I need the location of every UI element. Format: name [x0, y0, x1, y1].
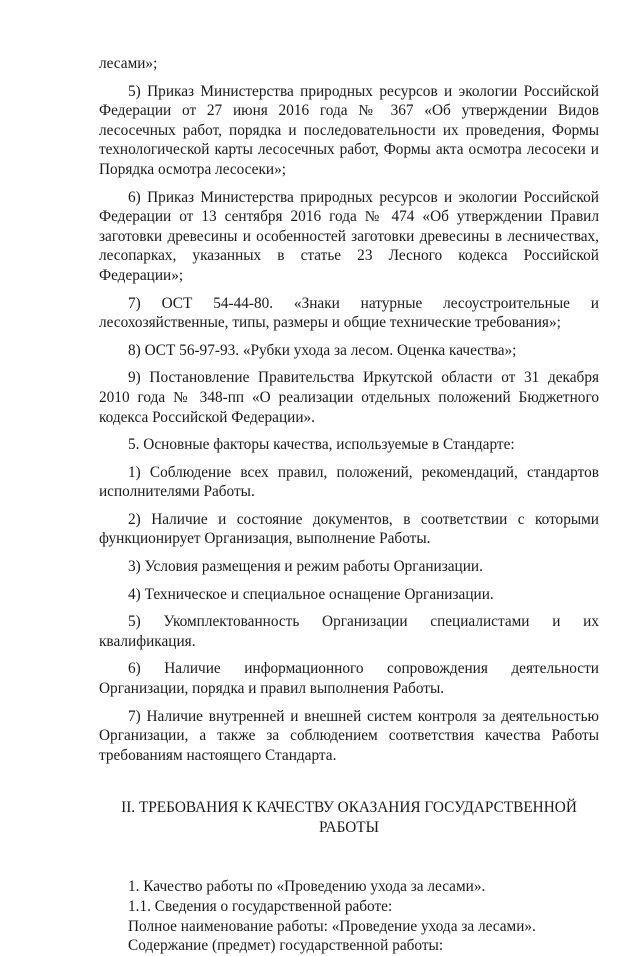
word: деятельности [511, 660, 599, 678]
word: сопровождения [387, 660, 488, 678]
list-item-9: 9) Постановление Правительства Иркутской области от 31 декабря 2010 года № 348-пп «О реализации отдельных положений Бюджетного кодекса Российской Федерации». [99, 369, 599, 426]
factor-4: 4) Техническое и специальное оснащение Организации. [128, 585, 494, 603]
list-item-8: 8) ОСТ 56-97-93. «Рубки ухода за лесом. Оценка качества»; [128, 341, 517, 359]
factor-6-first-line [99, 659, 599, 679]
word: 7) [128, 294, 141, 312]
factor-6-rest: Организации, порядка и правил выполнения Работы. [99, 680, 445, 698]
word: информационного [244, 660, 364, 678]
document-page [99, 54, 599, 956]
section-heading [99, 798, 599, 838]
factor-2: 2) Наличие и состояние документов, в соответствии с которыми функционирует Организация, выполнение Работы. [99, 510, 599, 548]
section-5-title: 5. Основные факторы качества, используемые в Стандарте: [128, 436, 515, 454]
subsection-1-1: 1.1. Сведения о государственной работе: [128, 898, 393, 915]
list-item-6: 6) Приказ Министерства природных ресурсов и экологии Российской Федерации от 13 сентября 2016 года № 474 «Об утверждении Правил заготовки древесины и особенностей заготовки древесины в лесничествах, лесопарках, указанных в статье 23 Лесного кодекса Российской Федерации»; [99, 188, 599, 284]
factor-6 [99, 659, 599, 698]
factor-1: 1) Соблюдение всех правил, положений, рекомендаций, стандартов исполнителями Работы. [99, 463, 599, 501]
factor-7: 7) Наличие внутренней и внешней систем контроля за деятельностью Организации, а также за соблюдением соответствия качества Работы требованиям настоящего Стандарта. [99, 707, 599, 764]
word: натурные [360, 294, 423, 312]
word: ОСТ [161, 294, 193, 312]
word: лесоустроительные [443, 294, 570, 312]
word: 54-44-80. [213, 294, 274, 312]
work-content: Содержание (предмет) государственной работы: [128, 937, 444, 955]
word: Наличие [164, 660, 221, 678]
factor-5: 5) Укомплектованность Организации специалистами и их квалификация. [99, 613, 599, 650]
word: и [590, 294, 599, 312]
list-item-7-first-line [99, 294, 599, 314]
word: 6) [128, 660, 141, 678]
list-item-5: 5) Приказ Министерства природных ресурсов и экологии Российской Федерации от 27 июня 2016 года № 367 «Об утверждении Видов лесосечных работ, порядка и последовательности их проведения, Формы технологической карты лесосечных работ, Формы акта осмотра лесосеки и Порядка осмотра лесосеки»; [99, 82, 599, 178]
factor-3: 3) Условия размещения и режим работы Организации. [128, 558, 483, 576]
list-item-7-rest: лесохозяйственные, типы, размеры и общие технические требования»; [99, 314, 561, 332]
word: «Знаки [293, 294, 340, 312]
section-heading-line-2: РАБОТЫ [318, 819, 379, 837]
section-heading-line-1: II. ТРЕБОВАНИЯ К КАЧЕСТВУ ОКАЗАНИЯ ГОСУДАРСТВЕННОЙ [121, 799, 577, 817]
work-full-name: Полное наименование работы: «Проведение ухода за лесами». [128, 917, 536, 935]
continuation-text: лесами»; [99, 55, 158, 72]
list-item-7 [99, 294, 599, 333]
subsection-1: 1. Качество работы по «Проведению ухода за лесами». [128, 878, 486, 896]
